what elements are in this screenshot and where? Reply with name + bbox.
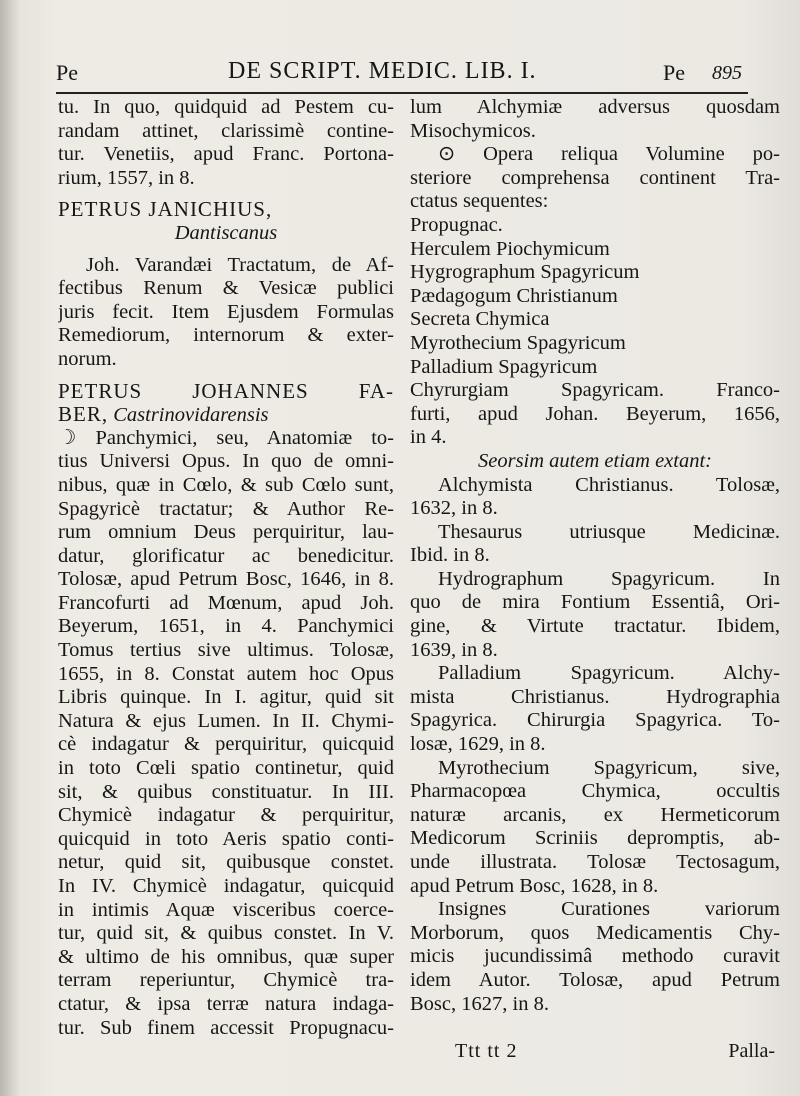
text-line: Misochymicos.	[410, 119, 536, 142]
text-line: tius Universi Opus. In quo de omni-	[58, 450, 394, 473]
text-line: Beyerum, 1651, in 4. Panchymici	[58, 615, 394, 638]
text-line: idem Autor. Tolosæ, apud Petrum	[410, 968, 780, 991]
entry-origin-faber: Castrinovidarensis	[113, 404, 269, 427]
text-line: ⊙ Opera reliqua Volumine po-	[438, 143, 780, 166]
text-line: steriore comprehensa continent Tra-	[410, 166, 780, 189]
text-line: Chymicè indagatur & perquiritur,	[58, 804, 394, 827]
moon-symbol-icon: ☽	[58, 426, 77, 449]
text-line: Tomus tertius sive ultimus. Tolosæ,	[58, 639, 394, 662]
sun-symbol-icon: ⊙	[438, 143, 456, 166]
work-title: Thesaurus utriusque Medicinæ.	[438, 520, 780, 543]
text-line: Spagyrica. Chirurgia Spagyrica. To-	[410, 709, 780, 732]
treatise-item: Herculem Piochymicum	[410, 237, 610, 260]
text-line: cè indagatur & perquiritur, quicquid	[58, 733, 394, 756]
text-line: Bosc, 1627, in 8.	[410, 992, 549, 1015]
text-line: Joh. Varandæi Tractatum, de Af-	[86, 253, 394, 276]
running-header	[56, 58, 760, 88]
section-subheading: Seorsim autem etiam extant:	[478, 449, 712, 472]
text-line: Francofurti ad Mœnum, apud Joh.	[58, 591, 394, 614]
text-line: quicquid in toto Aeris spatio conti-	[58, 827, 394, 850]
text-line: rum omnium Deus perquiritur, lau-	[58, 521, 394, 544]
text-line: sit, & quibus constituatur. In III.	[58, 780, 394, 803]
text-line: fectibus Renum & Vesicæ publici	[58, 277, 394, 300]
treatise-item: Propugnac.	[410, 213, 503, 236]
text-line: 1655, in 8. Constat autem hoc Opus	[58, 662, 394, 685]
treatise-item: Secreta Chymica	[410, 308, 550, 331]
text-line: gine, & Virtute tractatur. Ibidem,	[410, 615, 780, 638]
header-rule	[56, 92, 748, 94]
entry-heading-faber-cont: BER, Castrinovidarensis	[58, 403, 269, 427]
text-line: netur, quid sit, quibusque constet.	[58, 851, 394, 874]
text-line: unde illustrata. Tolosæ Tectosagum,	[410, 851, 780, 873]
text-line: Libris quinque. In I. agitur, quid sit	[58, 686, 394, 709]
text-line: in intimis Aquæ visceribus coerce-	[58, 898, 394, 921]
treatise-item: Hygrographum Spagyricum	[410, 261, 640, 284]
header-left-word: Pe	[56, 60, 78, 85]
treatise-item: Myrothecium Spagyricum	[410, 331, 626, 354]
text-line: rium, 1557, in 8.	[58, 166, 195, 189]
treatise-item: Pædagogum Christianum	[410, 284, 618, 307]
treatise-item: Chyrurgiam Spagyricam. Franco-	[410, 379, 780, 402]
page-footer	[455, 1040, 775, 1066]
text-line: Morborum, quos Medicamentis Chy-	[410, 921, 780, 944]
text-line: ☽ Panchymici, seu, Anatomiæ to-	[58, 426, 394, 449]
text-line: norum.	[58, 347, 117, 370]
text-line: & ultimo de his omnibus, quæ super	[58, 945, 394, 968]
page-number: 895	[712, 62, 742, 84]
text-line: mista Christianus. Hydrographia	[410, 685, 780, 708]
text-line: juris fecit. Item Ejusdem Formulas	[58, 300, 394, 323]
text-line: 1632, in 8.	[410, 497, 498, 520]
left-column	[58, 96, 394, 1040]
text-line: Tolosæ, apud Petrum Bosc, 1646, in 8.	[58, 568, 394, 591]
text-line: terram reperiuntur, Chymicè tra-	[58, 969, 394, 992]
work-title: Alchymista Christianus. Tolosæ,	[438, 473, 780, 496]
text-line: 1639, in 8.	[410, 638, 498, 661]
text-line: quo de mira Fontium Essentiâ, Ori-	[410, 591, 780, 614]
text-line: tur. Sub finem accessit Propugnacu-	[58, 1016, 394, 1039]
text-line: lum Alchymiæ adversus quosdam	[410, 96, 780, 118]
text-line: Ibid. in 8.	[410, 544, 490, 567]
entry-heading-janichius: PETRUS JANICHIUS,	[58, 198, 273, 222]
text-line: in toto Cœli spatio continetur, quid	[58, 757, 394, 780]
text-line: tur. Venetiis, apud Franc. Portona-	[58, 143, 394, 166]
text-line: In IV. Chymicè indagatur, quicquid	[58, 875, 394, 897]
header-title: DE SCRIPT. MEDIC. LIB. I.	[228, 58, 537, 84]
treatise-item: Palladium Spagyricum	[410, 355, 598, 378]
entry-origin-janichius: Dantiscanus	[174, 221, 278, 244]
text-line: naturæ arcanis, ex Hermeticorum	[410, 803, 780, 826]
text-line: randam attinet, clarissimè contine-	[58, 119, 394, 142]
text-line: Spagyricè tractatur; & Author Re-	[58, 497, 394, 520]
text-line: nibus, quæ in Cœlo, & sub Cœlo sunt,	[58, 473, 394, 496]
text-line: micis jucundissimâ methodo curavit	[410, 945, 780, 968]
text-line: Pharmacopœa Chymica, occultis	[410, 780, 780, 803]
text-line: apud Petrum Bosc, 1628, in 8.	[410, 874, 659, 897]
right-column	[410, 96, 780, 1016]
work-title: Hydrographum Spagyricum. In	[438, 567, 780, 590]
treatise-item: furti, apud Johan. Beyerum, 1656,	[410, 402, 780, 425]
text-line: losæ, 1629, in 8.	[410, 733, 546, 756]
header-right-word: Pe	[663, 60, 685, 85]
text-line: tur, quid sit, & quibus constet. In V.	[58, 922, 394, 945]
text-line: Medicorum Scriniis depromptis, ab-	[410, 827, 780, 850]
text-line: Natura & ejus Lumen. In II. Chymi-	[58, 709, 394, 732]
work-title: Myrothecium Spagyricum, sive,	[438, 756, 780, 779]
text-line: ctatur, & ipsa terræ natura indaga-	[58, 992, 394, 1015]
text-line: datur, glorificatur ac benedicitur.	[58, 544, 394, 567]
text-line: tu. In quo, quidquid ad Pestem cu-	[58, 96, 394, 118]
work-title: Insignes Curationes variorum	[438, 898, 780, 921]
catchword: Palla-	[728, 1040, 775, 1062]
entry-heading-faber: PETRUS JOHANNES FA-	[58, 379, 394, 403]
text-line: Remediorum, internorum & exter-	[58, 324, 394, 347]
signature-mark: Ttt tt 2	[455, 1040, 518, 1062]
text-line: ctatus sequentes:	[410, 190, 549, 213]
work-title: Palladium Spagyricum. Alchy-	[438, 662, 780, 685]
treatise-item: in 4.	[410, 426, 447, 449]
